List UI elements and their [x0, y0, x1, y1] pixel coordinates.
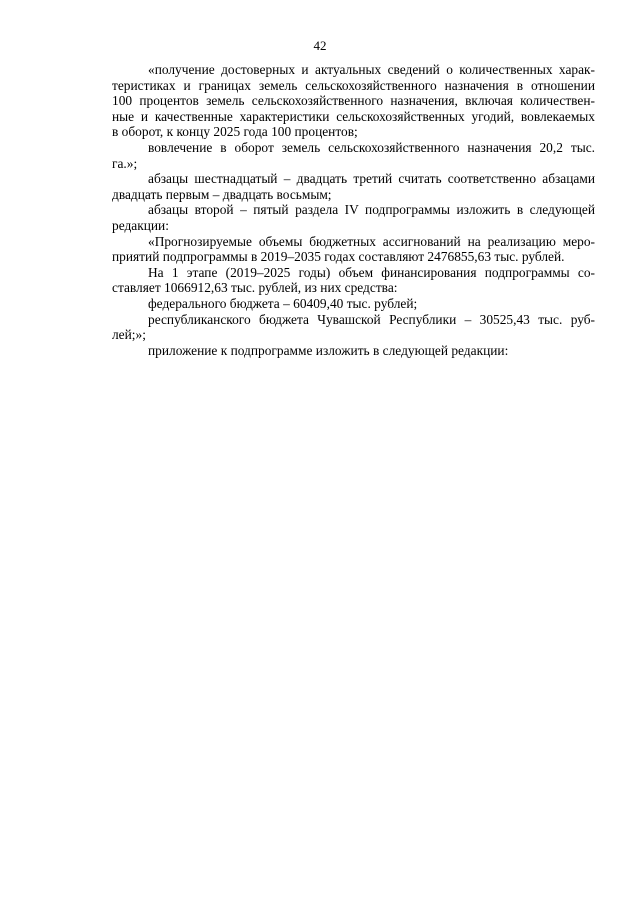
paragraph-stage-one-funding — [112, 265, 595, 296]
text-line: га.»; — [112, 155, 138, 171]
text-line: абзацы второй – пятый раздела IV подпрограммы изложить в следующей — [148, 202, 595, 218]
page-number: 42 — [313, 38, 327, 53]
text-line: теристиках и границах земель сельскохозяйственного назначения в отношении — [112, 77, 595, 93]
paragraph-land-involvement — [112, 140, 595, 171]
text-line: абзацы шестнадцатый – двадцать третий считать соответственно абзацами — [148, 171, 595, 187]
paragraph-republican-budget — [112, 312, 595, 343]
text-line: вовлечение в оборот земель сельскохозяйственного назначения 20,2 тыс. — [148, 139, 595, 155]
paragraph-federal-budget — [112, 296, 595, 312]
text-line: 100 процентов земель сельскохозяйственного назначения, включая количествен- — [112, 93, 595, 109]
text-line: приятий подпрограммы в 2019–2035 годах составляют 2476855,63 тыс. рублей. — [112, 249, 565, 265]
text-line: редакции: — [112, 217, 169, 233]
paragraph-renumbering — [112, 171, 595, 202]
text-line: ставляет 1066912,63 тыс. рублей, из них средства: — [112, 280, 398, 296]
document-body — [112, 62, 595, 358]
paragraph-appendix-amendment — [112, 343, 595, 359]
text-line: лей;»; — [112, 327, 146, 343]
text-line: ные и качественные характеристики сельскохозяйственных угодий, вовлекаемых — [112, 108, 595, 124]
text-line: двадцать первым – двадцать восьмым; — [112, 186, 332, 202]
text-line: федерального бюджета – 60409,40 тыс. рублей; — [148, 295, 418, 311]
paragraph-survey-goal — [112, 62, 595, 140]
text-line: в оборот, к концу 2025 года 100 процентов; — [112, 124, 358, 140]
text-line: республиканского бюджета Чувашской Республики – 30525,43 тыс. руб- — [148, 311, 595, 327]
text-line: «Прогнозируемые объемы бюджетных ассигнований на реализацию меро- — [148, 233, 595, 249]
paragraph-budget-forecast — [112, 234, 595, 265]
text-line: приложение к подпрограмме изложить в следующей редакции: — [148, 342, 509, 358]
text-line: «получение достоверных и актуальных сведений о количественных харак- — [148, 62, 595, 77]
paragraph-section-iv-amendment — [112, 202, 595, 233]
text-line: На 1 этапе (2019–2025 годы) объем финансирования подпрограммы со- — [148, 264, 595, 280]
